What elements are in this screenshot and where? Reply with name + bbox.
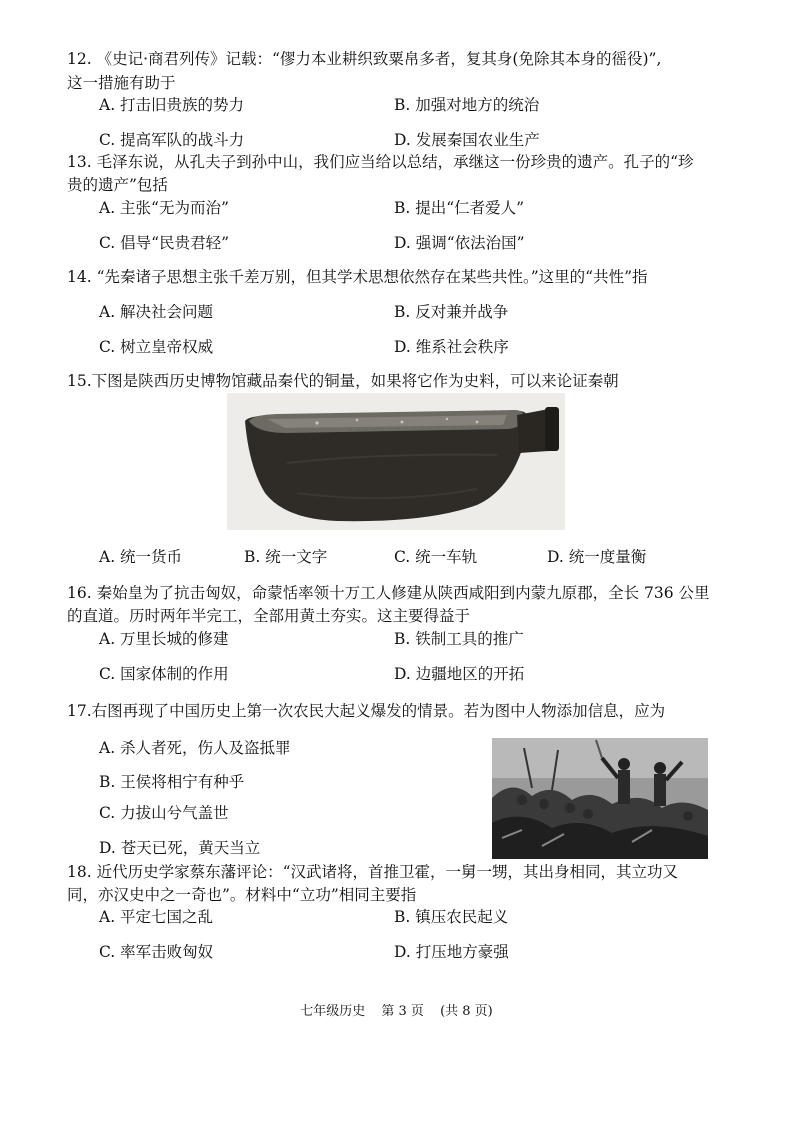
question-18-text: 18. 近代历史学家蔡东藩评论：“汉武诸将，首推卫霍，一舅一甥，其出身相同，其立功又 xyxy=(67,863,679,881)
question-16-text: 16. 秦始皇为了抗击匈奴，命蒙恬率领十万工人修建从陕西咸阳到内蒙九原郡，全长 736 公里 xyxy=(67,584,710,602)
q17-option-b: B. 王侯将相宁有种乎 xyxy=(99,773,245,791)
footer-page-number: 第 3 页 xyxy=(381,1004,424,1019)
q17-option-a: A. 杀人者死，伤人及盗抵罪 xyxy=(99,739,291,757)
q13-option-d: D. 强调“依法治国” xyxy=(394,234,525,252)
q17-option-d: D. 苍天已死，黄天当立 xyxy=(99,839,261,857)
q16-option-a: A. 万里长城的修建 xyxy=(99,630,229,648)
q17-option-c: C. 力拔山兮气盖世 xyxy=(99,804,229,822)
footer-total-pages: (共 8 页) xyxy=(440,1004,493,1019)
bronze-measure-photo xyxy=(227,393,565,530)
q12-option-c: C. 提高军队的战斗力 xyxy=(99,131,245,149)
question-12-text-cont: 这一措施有助于 xyxy=(67,74,176,92)
question-15-text: 15.下图是陕西历史博物馆藏品秦代的铜量，如果将它作为史料，可以来论证秦朝 xyxy=(67,372,619,390)
q13-option-c: C. 倡导“民贵君轻” xyxy=(99,234,230,252)
q14-option-b: B. 反对兼并战争 xyxy=(394,303,509,321)
q14-option-a: A. 解决社会问题 xyxy=(99,303,214,321)
q18-option-a: A. 平定七国之乱 xyxy=(99,908,214,926)
peasant-uprising-illustration xyxy=(492,738,708,859)
q16-option-d: D. 边疆地区的开拓 xyxy=(394,665,525,683)
q12-option-a: A. 打击旧贵族的势力 xyxy=(99,96,245,114)
page-footer xyxy=(0,1003,793,1021)
question-17-text: 17.右图再现了中国历史上第一次农民大起义爆发的情景。若为图中人物添加信息，应为 xyxy=(67,702,666,720)
question-13-text: 13. 毛泽东说，从孔夫子到孙中山，我们应当给以总结，承继这一份珍贵的遗产。孔子的“珍 xyxy=(67,153,694,171)
footer-subject: 七年级历史 xyxy=(300,1004,366,1019)
q15-option-b: B. 统一文字 xyxy=(244,548,328,566)
q13-option-a: A. 主张“无为而治” xyxy=(99,199,229,217)
q18-option-b: B. 镇压农民起义 xyxy=(394,908,509,926)
q18-option-c: C. 率军击败匈奴 xyxy=(99,943,214,961)
question-14-text: 14. “先秦诸子思想主张千差万别，但其学术思想依然存在某些共性。”这里的“共性”指 xyxy=(67,268,648,286)
question-12-text: 12. 《史记·商君列传》记载：“僇力本业耕织致粟帛多者，复其身(免除其本身的徭役)”, xyxy=(67,50,662,68)
q12-option-b: B. 加强对地方的统治 xyxy=(394,96,540,114)
question-13-text-cont: 贵的遗产”包括 xyxy=(67,176,168,194)
q12-option-d: D. 发展秦国农业生产 xyxy=(394,131,540,149)
q14-option-d: D. 维系社会秩序 xyxy=(394,338,509,356)
q18-option-d: D. 打压地方豪强 xyxy=(394,943,509,961)
q15-option-d: D. 统一度量衡 xyxy=(547,548,647,566)
q13-option-b: B. 提出“仁者爱人” xyxy=(394,199,525,217)
q14-option-c: C. 树立皇帝权威 xyxy=(99,338,214,356)
question-16-text-cont: 的直道。历时两年半完工，全部用黄土夯实。这主要得益于 xyxy=(67,607,471,625)
q16-option-b: B. 铁制工具的推广 xyxy=(394,630,524,648)
q15-option-a: A. 统一货币 xyxy=(99,548,183,566)
q15-option-c: C. 统一车轨 xyxy=(394,548,478,566)
question-18-text-cont: 同，亦汉史中之一奇也”。材料中“立功”相同主要指 xyxy=(67,886,417,904)
q16-option-c: C. 国家体制的作用 xyxy=(99,665,229,683)
